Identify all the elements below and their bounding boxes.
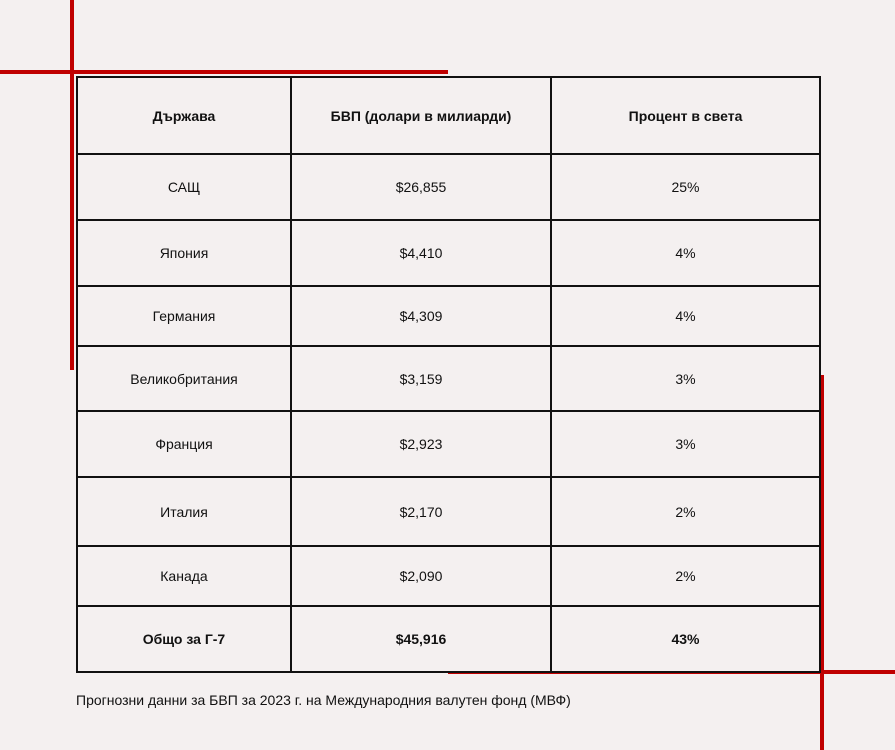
table-row xyxy=(77,154,820,220)
gdp-cell: $2,090 xyxy=(291,546,551,606)
country-cell: Канада xyxy=(77,546,291,606)
gdp-cell: $2,923 xyxy=(291,411,551,477)
gdp-cell: $4,309 xyxy=(291,286,551,346)
column-header-country: Държава xyxy=(77,77,291,154)
total-gdp-cell: $45,916 xyxy=(291,606,551,672)
total-row xyxy=(77,606,820,672)
country-cell: САЩ xyxy=(77,154,291,220)
share-cell: 2% xyxy=(551,546,820,606)
table-row xyxy=(77,286,820,346)
country-cell: Великобритания xyxy=(77,346,291,411)
country-cell: Германия xyxy=(77,286,291,346)
g7-gdp-table xyxy=(76,76,821,673)
gdp-cell: $2,170 xyxy=(291,477,551,546)
table-row xyxy=(77,411,820,477)
table-row xyxy=(77,546,820,606)
country-cell: Италия xyxy=(77,477,291,546)
total-label-cell: Общо за Г-7 xyxy=(77,606,291,672)
column-header-world-share: Процент в света xyxy=(551,77,820,154)
table-row xyxy=(77,477,820,546)
share-cell: 4% xyxy=(551,286,820,346)
table-header-row xyxy=(77,77,820,154)
table-row xyxy=(77,346,820,411)
table-row xyxy=(77,220,820,286)
share-cell: 4% xyxy=(551,220,820,286)
share-cell: 25% xyxy=(551,154,820,220)
country-cell: Франция xyxy=(77,411,291,477)
column-header-gdp: БВП (долари в милиарди) xyxy=(291,77,551,154)
gdp-cell: $3,159 xyxy=(291,346,551,411)
share-cell: 2% xyxy=(551,477,820,546)
decorative-red-line-vertical-top-left xyxy=(70,0,74,370)
gdp-cell: $4,410 xyxy=(291,220,551,286)
decorative-red-line-horizontal-top-left xyxy=(0,70,448,74)
share-cell: 3% xyxy=(551,346,820,411)
total-share-cell: 43% xyxy=(551,606,820,672)
country-cell: Япония xyxy=(77,220,291,286)
source-note: Прогнозни данни за БВП за 2023 г. на Международния валутен фонд (МВФ) xyxy=(76,692,571,708)
gdp-cell: $26,855 xyxy=(291,154,551,220)
share-cell: 3% xyxy=(551,411,820,477)
